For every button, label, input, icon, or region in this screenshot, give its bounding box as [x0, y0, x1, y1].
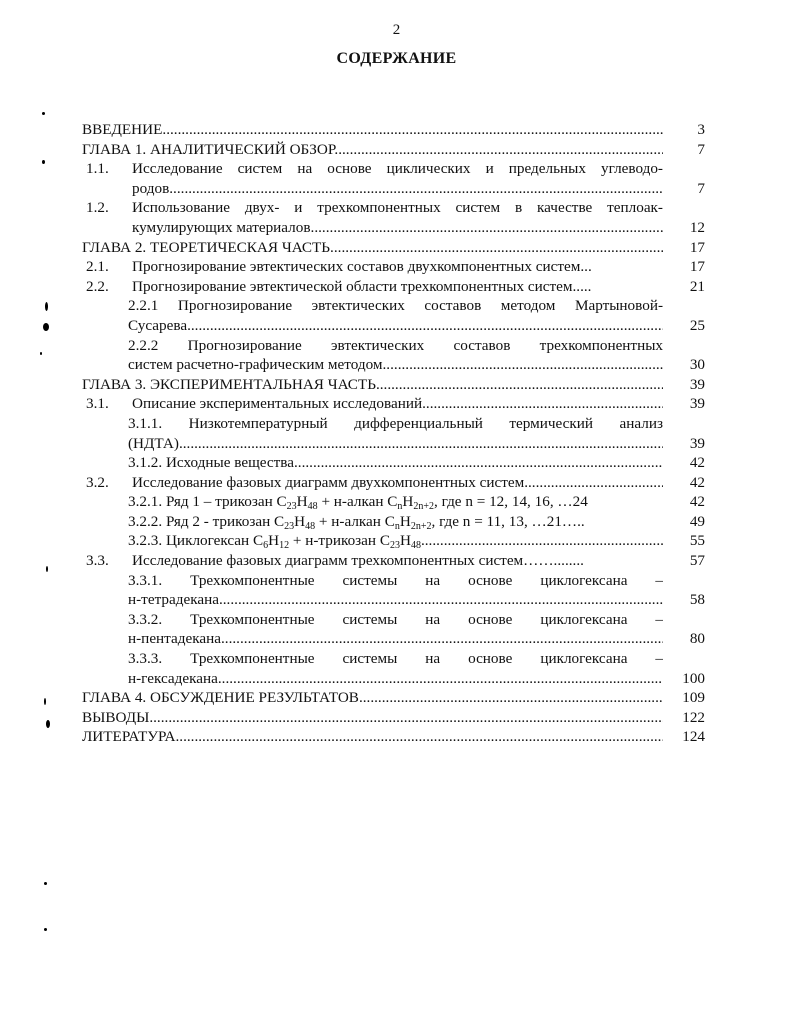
toc-page-number: 49 — [689, 512, 705, 530]
toc-entry-title: 3.2.2. Ряд 2 - трикозан $C_{23}H_{48}$ + н-алкан $C_nH_{2n+2}$, где n = 11, 13, …21….. — [128, 512, 585, 532]
toc-entry-title-continued: н-тетрадекана ..... — [128, 590, 663, 610]
toc-entry-title-continued: родов ..... — [132, 179, 663, 199]
toc-page-number: 17 — [689, 258, 705, 276]
toc-page-number: 39 — [689, 395, 705, 413]
toc-page-number: 58 — [689, 591, 705, 609]
toc-page-number: 80 — [689, 630, 705, 648]
toc-entry-title: 3.3.2. Трехкомпонентные системы на основе циклогексана – — [128, 610, 663, 628]
toc-page-number: 7 — [697, 179, 705, 197]
page-title: СОДЕРЖАНИЕ — [336, 50, 457, 67]
toc-page-number: 21 — [689, 277, 705, 295]
toc-entry-title: 3.1.1. Низкотемпературный дифференциальный термический анализ — [128, 414, 663, 432]
toc-page-number: 109 — [682, 689, 705, 707]
toc-page-number: 42 — [689, 493, 705, 511]
toc-entry-section-3-3 — [82, 551, 705, 571]
toc-section-number: 2.2. — [86, 277, 109, 295]
toc-entry-title-continued: н-гексадекана ..... — [128, 669, 663, 689]
toc-entry-section-3-1 — [82, 394, 705, 414]
scan-speck — [44, 698, 46, 705]
toc-entry-title: ВЫВОДЫ ..... — [82, 708, 663, 728]
toc-entry-title: Описание экспериментальных исследований ..... — [132, 394, 663, 414]
toc-entry-subsection-2-2-1 — [82, 296, 705, 335]
scan-speck — [42, 112, 45, 115]
toc-entry-section-3-2 — [82, 473, 705, 493]
toc-entry-subsection-3-2-3 — [82, 531, 705, 551]
toc-page-number: 57 — [689, 552, 705, 570]
toc-entry-subsection-3-3-1 — [82, 571, 705, 610]
toc-page-number: 100 — [682, 669, 705, 687]
toc-page-number: 42 — [689, 454, 705, 472]
toc-entry-title: 3.3.1. Трехкомпонентные системы на основе циклогексана – — [128, 571, 663, 589]
toc-page-number: 17 — [689, 238, 705, 256]
scan-speck — [42, 160, 45, 164]
toc-entry-title-continued: (НДТА) ..... — [128, 434, 663, 454]
toc-page-number: 39 — [689, 375, 705, 393]
toc-entry-title: 3.2.3. Циклогексан $C_6H_{12}$ + н-трикозан $C_{23}H_{48}$ ..... — [128, 531, 663, 551]
scan-speck — [46, 566, 48, 572]
toc-entry-title: Использование двух- и трехкомпонентных систем в качестве теплоак- — [132, 199, 663, 217]
toc-entry-subsection-3-2-1 — [82, 492, 705, 512]
toc-entry-title-continued: кумулирующих материалов ..... — [132, 218, 663, 238]
toc-entry-title: 3.2.1. Ряд 1 – трикозан $C_{23}H_{48}$ + н-алкан $C_nH_{2n+2}$, где n = 12, 14, 16, …24 — [128, 493, 588, 512]
toc-page-number: 42 — [689, 473, 705, 491]
toc-page-number: 7 — [697, 140, 705, 158]
toc-page-number: 12 — [689, 218, 705, 236]
scan-speck — [44, 928, 47, 931]
toc-page-number: 25 — [689, 316, 705, 334]
toc-page-number: 30 — [689, 356, 705, 374]
scan-speck — [43, 323, 49, 331]
toc-entry-subsection-3-1-1 — [82, 414, 705, 453]
toc-entry-title: 3.3.3. Трехкомпонентные системы на основе циклогексана – — [128, 650, 663, 668]
toc-entry-title: 2.2.1 Прогнозирование эвтектических составов методом Мартыновой- — [128, 297, 663, 315]
page-number: 2 — [392, 22, 401, 38]
toc-entry-title-continued: Сусарева ..... — [128, 316, 663, 336]
toc-page-number: 55 — [689, 532, 705, 550]
toc-entry-title: ГЛАВА 4. ОБСУЖДЕНИЕ РЕЗУЛЬТАТОВ ..... — [82, 688, 663, 708]
toc-entry-subsection-3-3-2 — [82, 610, 705, 649]
toc-page-number: 3 — [697, 121, 705, 138]
toc-section-number: 3.3. — [86, 552, 109, 570]
toc-entry-title: Исследование систем на основе циклических и предельных углеводо- — [132, 160, 663, 178]
toc-entry-subsection-3-2-2 — [82, 512, 705, 532]
toc-entry-subsection-3-3-3 — [82, 649, 705, 688]
toc-entry-title: Исследование фазовых диаграмм трехкомпонентных систем……........ — [132, 552, 584, 570]
toc-entry-title: ГЛАВА 3. ЭКСПЕРИМЕНТАЛЬНАЯ ЧАСТЬ ..... — [82, 375, 663, 395]
toc-page-number: 39 — [689, 434, 705, 452]
toc-entry-literature — [82, 727, 705, 747]
toc-page-number: 122 — [682, 708, 705, 726]
toc-entry-title-continued: систем расчетно-графическим методом ..... — [128, 355, 663, 375]
toc-entry-title: ВВЕДЕНИЕ ..... — [82, 120, 663, 140]
toc-entry-intro — [82, 120, 705, 140]
toc-entry-section-1-2 — [82, 198, 705, 237]
toc-section-number: 1.2. — [86, 199, 109, 217]
toc-entry-title: Прогнозирование эвтектической области трехкомпонентных систем..... — [132, 277, 592, 295]
toc-entry-conclusions — [82, 708, 705, 728]
table-of-contents — [82, 120, 705, 747]
toc-section-number: 2.1. — [86, 258, 109, 276]
toc-section-number: 3.1. — [86, 395, 109, 413]
toc-entry-title: Прогнозирование эвтектических составов двухкомпонентных систем... — [132, 258, 592, 276]
toc-entry-title: ГЛАВА 1. АНАЛИТИЧЕСКИЙ ОБЗОР ..... — [82, 140, 663, 160]
toc-entry-chapter-3 — [82, 375, 705, 395]
scan-speck — [40, 352, 42, 355]
scan-speck — [46, 720, 50, 728]
toc-entry-section-2-2 — [82, 277, 705, 297]
toc-entry-chapter-1 — [82, 140, 705, 160]
toc-entry-title-continued: н-пентадекана ..... — [128, 629, 663, 649]
toc-entry-chapter-2 — [82, 238, 705, 258]
toc-section-number: 3.2. — [86, 473, 109, 491]
toc-entry-section-1-1 — [82, 159, 705, 198]
scan-speck — [44, 882, 47, 885]
toc-entry-section-2-1 — [82, 257, 705, 277]
toc-section-number: 1.1. — [86, 160, 109, 178]
toc-entry-title: ГЛАВА 2. ТЕОРЕТИЧЕСКАЯ ЧАСТЬ ..... — [82, 238, 663, 258]
toc-entry-title: ЛИТЕРАТУРА ..... — [82, 727, 663, 747]
toc-entry-title: Исследование фазовых диаграмм двухкомпонентных систем ..... — [132, 473, 663, 493]
toc-entry-chapter-4 — [82, 688, 705, 708]
toc-page-number: 124 — [682, 728, 705, 746]
toc-entry-subsection-3-1-2 — [82, 453, 705, 473]
scan-speck — [45, 302, 48, 311]
toc-entry-subsection-2-2-2 — [82, 336, 705, 375]
toc-entry-title: 3.1.2. Исходные вещества ..... — [128, 453, 663, 473]
toc-entry-title: 2.2.2 Прогнозирование эвтектических составов трехкомпонентных — [128, 336, 663, 354]
